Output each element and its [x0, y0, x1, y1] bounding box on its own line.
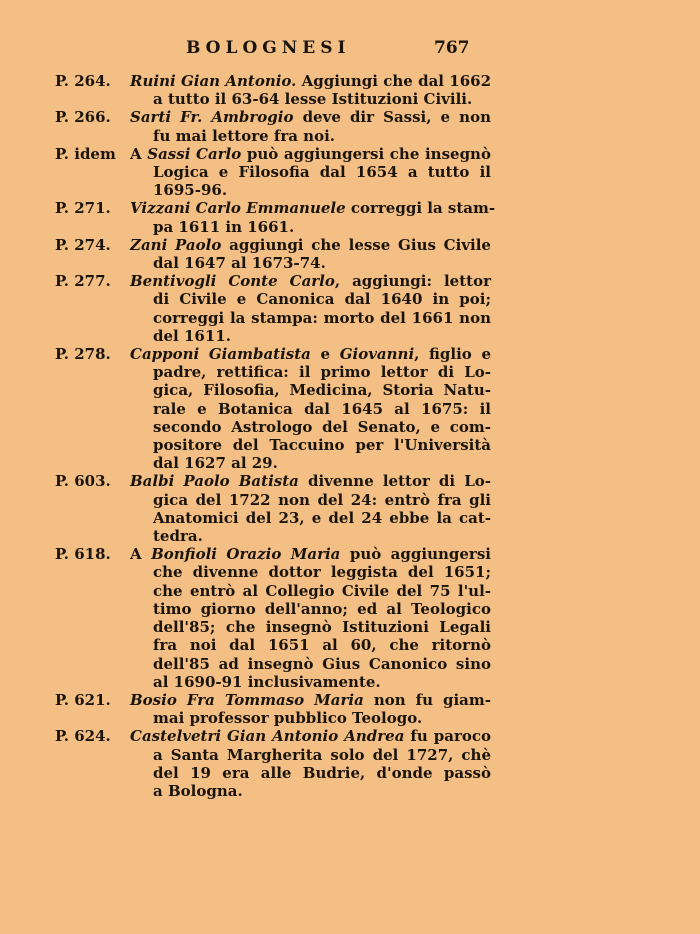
entry-name: Vizzani Carlo Emmanuele	[130, 199, 346, 218]
entry-name: Castelvetri Gian Antonio Andrea	[130, 727, 405, 746]
entry-name-second: Giovanni	[339, 345, 415, 364]
entry-line: di Civile e Canonica dal 1640 in poi;	[153, 290, 491, 309]
entry-connector: e	[310, 345, 340, 364]
entry-line	[130, 72, 491, 90]
entry-line	[130, 545, 491, 563]
entry-line: del 1611.	[153, 326, 231, 345]
entry-name: Ruini Gian Antonio.	[130, 72, 297, 90]
entry	[55, 727, 491, 800]
entry-page-ref: P. 264.	[55, 72, 111, 90]
entry-name: Sassi Carlo	[147, 144, 242, 163]
entry-name: Sarti Fr. Ambrogio	[130, 108, 294, 127]
entry-prefix: A	[130, 144, 148, 163]
entry-line: a Bologna.	[153, 781, 243, 800]
entry	[55, 145, 491, 200]
entry-line-text: , figlio e	[414, 345, 491, 364]
entry-line: del 19 era alle Budrie, d'onde passò	[153, 763, 491, 782]
entry-page-ref: P. 274.	[55, 235, 111, 254]
entry	[55, 691, 491, 727]
page-header	[0, 38, 700, 62]
entry	[55, 272, 491, 345]
entry-line: secondo Astrologo del Senato, e com-	[153, 417, 491, 436]
entry	[55, 472, 491, 545]
entry-line-text: Aggiungi che dal 1662	[296, 72, 492, 90]
page-number: 767	[434, 38, 470, 58]
entry-line-text: aggiungi che lesse Gius Civile	[221, 235, 491, 254]
entry-page-ref: P. idem	[55, 144, 116, 163]
entry-page-ref: P. 621.	[55, 690, 111, 709]
entry	[55, 108, 491, 144]
entry-line: dell'85; che insegnò Istituzioni Legali	[153, 618, 491, 637]
entry-page-ref: P. 278.	[55, 345, 111, 364]
entry-line	[130, 727, 491, 745]
entry-line: positore del Taccuino per l'Università	[153, 436, 491, 455]
entry-page-ref: P. 271.	[55, 199, 111, 218]
entry-line: dell'85 ad insegnò Gius Canonico sino	[153, 654, 491, 673]
entry-line: padre, rettifica: il primo lettor di Lo-	[153, 363, 491, 382]
running-title: BOLOGNESI	[186, 38, 351, 58]
entry-line: che entrò al Collegio Civile del 75 l'ul-	[153, 581, 491, 600]
entry-name: Bosio Fra Tommaso Maria	[130, 690, 364, 709]
entry-line: pa 1611 in 1661.	[153, 217, 295, 236]
entry-line	[130, 272, 491, 290]
entry-line: dal 1647 al 1673-74.	[153, 254, 326, 273]
entry-line	[130, 145, 491, 163]
entry-line	[130, 345, 491, 363]
entry	[55, 199, 496, 236]
entry-line-text: divenne lettor di Lo-	[298, 472, 491, 491]
entry-line: mai professor pubblico Teologo.	[153, 709, 423, 728]
entry-line-text: deve dir Sassi, e non	[293, 108, 491, 127]
entry-line	[130, 691, 491, 709]
entry-line-text: fu paroco	[404, 727, 491, 746]
entry-name: Zani Paolo	[130, 235, 222, 254]
entry-line: timo giorno dell'anno; ed al Teologico	[153, 599, 491, 618]
entry-line-text: correggi la stam-	[345, 199, 496, 218]
entry	[55, 236, 491, 272]
entry-line: dal 1627 al 29.	[153, 454, 278, 473]
entry-line	[130, 199, 496, 218]
entry-line: gica, Filosofia, Medicina, Storia Natu-	[153, 381, 491, 400]
entry-line-text: non fu giam-	[363, 690, 491, 709]
entry-name: Capponi Giambatista	[130, 345, 311, 364]
entry-line: tedra.	[153, 527, 203, 546]
entry-text	[55, 545, 491, 691]
entry-line: Logica e Filosofia dal 1654 a tutto il	[153, 163, 491, 182]
entry-page-ref: P. 266.	[55, 108, 111, 127]
entry-list	[55, 72, 496, 800]
entry-line: che divenne dottor leggista del 1651;	[153, 563, 491, 582]
entry-line: fra noi dal 1651 al 60, che ritornò	[153, 636, 491, 655]
entry-name: Bonfioli Orazio Maria	[151, 545, 341, 564]
entry-line-text: può aggiungersi	[340, 545, 491, 564]
entry-prefix: A	[130, 545, 152, 564]
entry-line: gica del 1722 non del 24: entrò fra gli	[153, 490, 491, 509]
entry-line	[130, 236, 491, 254]
entry-name: Bentivogli Conte Carlo	[130, 272, 335, 291]
entry-line: fu mai lettore fra noi.	[153, 126, 335, 145]
entry-line: 1695-96.	[153, 181, 228, 200]
entry	[55, 545, 491, 691]
entry-line-text: , aggiungi: lettor	[334, 272, 491, 291]
entry	[55, 72, 491, 108]
entry-line	[130, 472, 491, 490]
entry-line: al 1690-91 inclusivamente.	[153, 672, 381, 691]
entry-line: Anatomici del 23, e del 24 ebbe la cat-	[153, 508, 491, 527]
entry-line: rale e Botanica dal 1645 al 1675: il	[153, 399, 491, 418]
entry	[55, 345, 491, 472]
entry-line-text: può aggiungersi che insegnò	[241, 144, 491, 163]
entry-line: a Santa Margherita solo del 1727, chè	[153, 745, 491, 764]
entry-page-ref: P. 624.	[55, 727, 111, 746]
entry-page-ref: P. 603.	[55, 472, 111, 491]
entry-page-ref: P. 618.	[55, 545, 111, 564]
entry-line: correggi la stampa: morto del 1661 non	[153, 308, 491, 327]
entry-text	[55, 345, 491, 472]
entry-page-ref: P. 277.	[55, 272, 111, 291]
entry-line: a tutto il 63-64 lesse Istituzioni Civili.	[153, 90, 473, 109]
entry-name: Balbi Paolo Batista	[130, 472, 299, 491]
entry-line	[130, 108, 491, 126]
